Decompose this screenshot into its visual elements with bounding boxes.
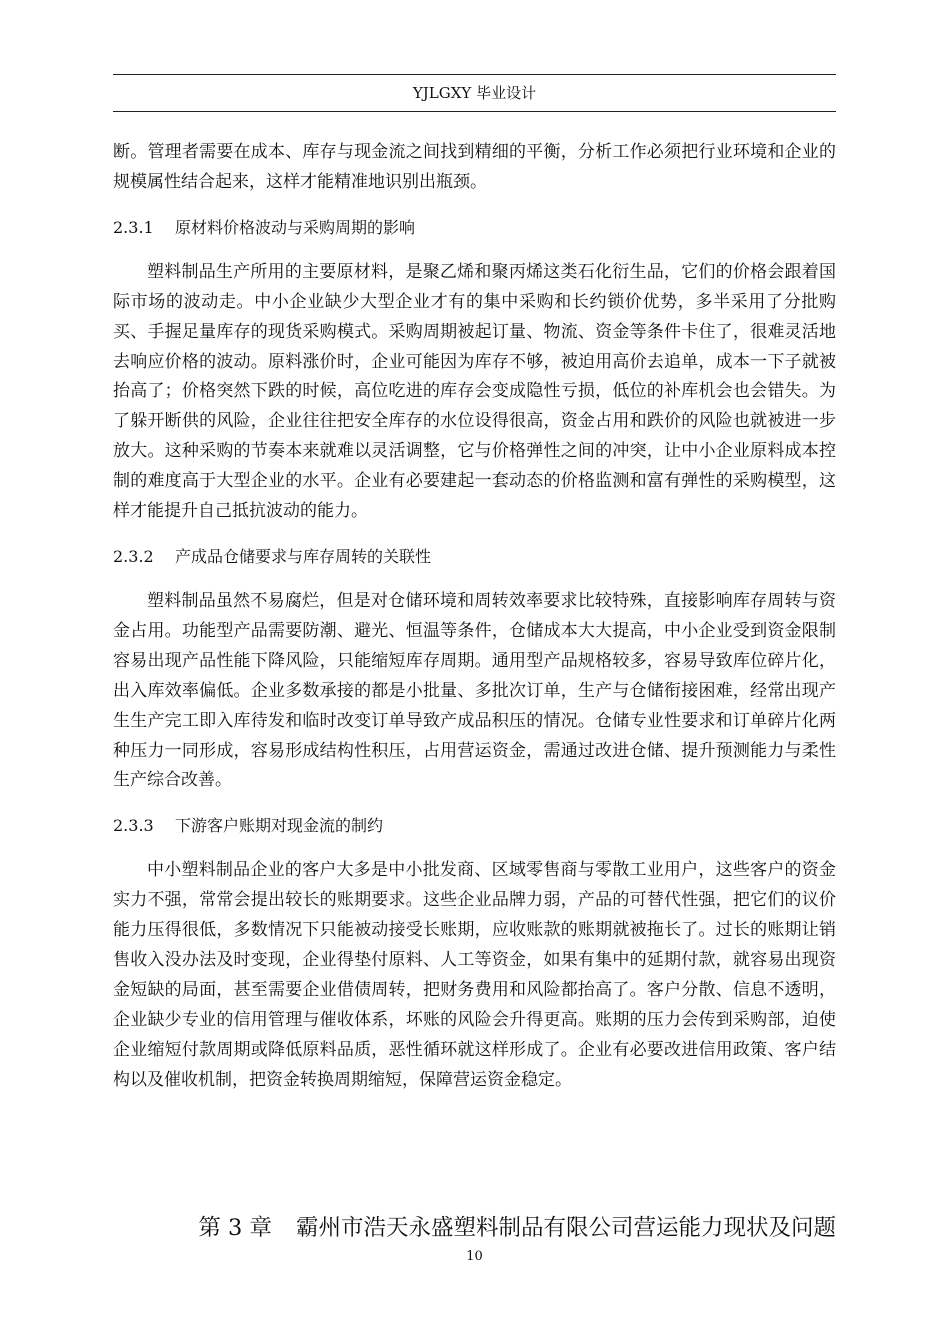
section-heading-2-3-3 <box>113 796 836 856</box>
page-body <box>113 138 836 1096</box>
chapter-title: 霸州市浩天永盛塑料制品有限公司营运能力现状及问题 <box>295 1215 836 1241</box>
section-heading-2-3-1 <box>113 198 836 258</box>
page-number: 10 <box>466 1249 483 1264</box>
section-number: 2.3.1 <box>113 217 154 237</box>
header-bottom-rule <box>113 111 836 112</box>
section-heading-2-3-2 <box>113 527 836 587</box>
section-paragraph: 中小塑料制品企业的客户大多是中小批发商、区域零售商与零散工业用户，这些客户的资金实力不强，常常会提出较长的账期要求。这些企业品牌力弱，产品的可替代性强，把它们的议价能力压得很低，多数情况下只能被动接受长账期，应收账款的账期就被拖长了。过长的账期让销售收入没办法及时变现，企业得垫付原料、人工等资金，如果有集中的延期付款，就容易出现资金短缺的局面，甚至需要企业借债周转，把财务费用和风险都抬高了。客户分散、信息不透明，企业缺少专业的信用管理与催收体系，坏账的风险会升得更高。账期的压力会传到采购部，迫使企业缩短付款周期或降低原料品质，恶性循环就这样形成了。企业有必要改进信用政策、客户结构以及催收机制，把资金转换周期缩短，保障营运资金稳定。 <box>113 860 836 1090</box>
chapter-number: 第 3 章 <box>198 1215 272 1241</box>
section-number: 2.3.2 <box>113 546 154 566</box>
section-number: 2.3.3 <box>113 816 154 836</box>
header-top-rule <box>113 74 836 75</box>
section-title: 原材料价格波动与采购周期的影响 <box>175 217 416 237</box>
section-title: 下游客户账期对现金流的制约 <box>175 816 384 836</box>
section-paragraph: 塑料制品生产所用的主要原材料，是聚乙烯和聚丙烯这类石化衍生品，它们的价格会跟着国际市场的波动走。中小企业缺少大型企业才有的集中采购和长约锁价优势，多半采用了分批购买、手握足量库存的现货采购模式。采购周期被起订量、物流、资金等条件卡住了，很难灵活地去响应价格的波动。原料涨价时，企业可能因为库存不够，被迫用高价去追单，成本一下子就被抬高了；价格突然下跌的时候，高位吃进的库存会变成隐性亏损，低位的补库机会也会错失。为了躲开断供的风险，企业往往把安全库存的水位设得很高，资金占用和跌价的风险也就被进一步放大。这种采购的节奏本来就难以灵活调整，它与价格弹性之间的冲突，让中小企业原料成本控制的难度高于大型企业的水平。企业有必要建起一套动态的价格监测和富有弹性的采购模型，这样才能提升自己抵抗波动的能力。 <box>113 261 836 522</box>
section-paragraph: 塑料制品虽然不易腐烂，但是对仓储环境和周转效率要求比较特殊，直接影响库存周转与资金占用。功能型产品需要防潮、避光、恒温等条件，仓储成本大大提高，中小企业受到资金限制容易出现产品性能下降风险，只能缩短库存周期。通用型产品规格较多，容易导致库位碎片化，出入库效率偏低。企业多数承接的都是小批量、多批次订单，生产与仓储衔接困难，经常出现产生生产完工即入库待发和临时改变订单导致产成品积压的情况。仓储专业性要求和订单碎片化两种压力一同形成，容易形成结构性积压，占用营运资金，需通过改进仓储、提升预测能力与柔性生产综合改善。 <box>113 590 836 791</box>
running-header: YJLGXY 毕业设计 <box>412 84 537 102</box>
continued-paragraph: 断。管理者需要在成本、库存与现金流之间找到精细的平衡，分析工作必须把行业环境和企业的规模属性结合起来，这样才能精准地识别出瓶颈。 <box>113 142 836 192</box>
section-title: 产成品仓储要求与库存周转的关联性 <box>175 546 432 566</box>
chapter-heading <box>113 1212 836 1244</box>
